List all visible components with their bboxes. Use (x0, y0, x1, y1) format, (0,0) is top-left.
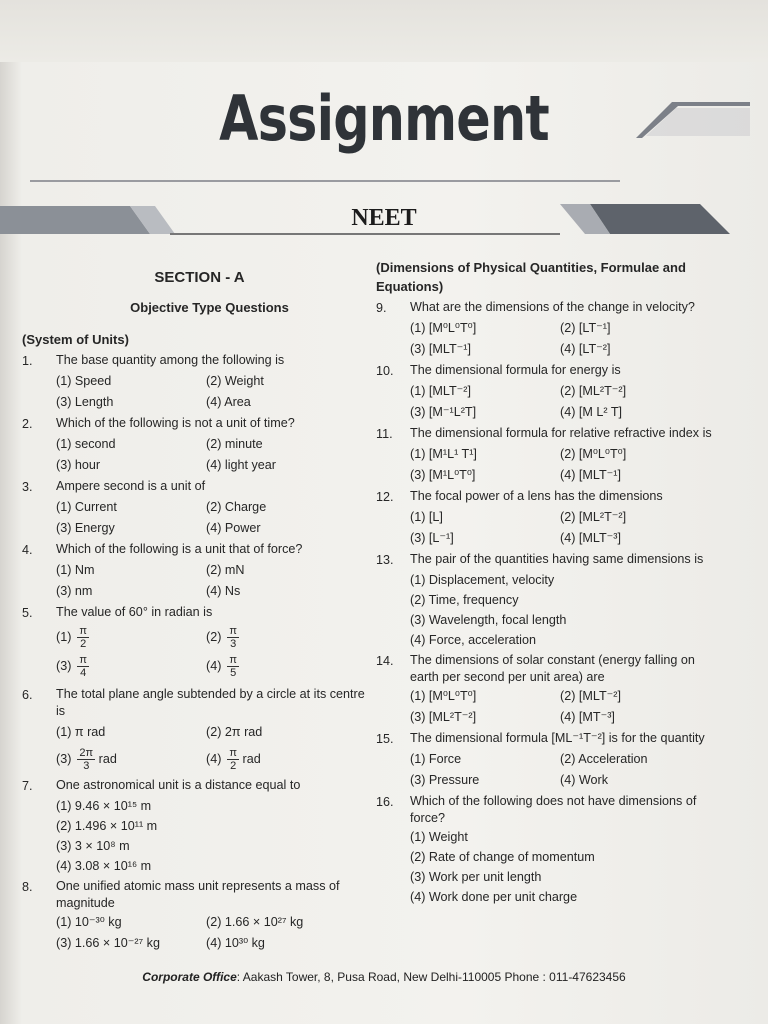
option: (4) Ns (206, 584, 241, 598)
option: (2) Weight (206, 374, 264, 388)
option: (2) minute (206, 437, 263, 451)
left-column (22, 268, 367, 955)
option: (4) 10³⁰ kg (206, 936, 265, 950)
option: (4) $\frac{\pi}{5}$ (206, 654, 237, 679)
option: (3) [L⁻¹] (410, 531, 454, 545)
question-number: 3. (22, 480, 33, 494)
option: (2) [M⁰L⁰T⁰] (560, 447, 627, 461)
option: (1) [M⁰L⁰T⁰] (410, 321, 477, 335)
question-2 (22, 414, 367, 476)
option: (2) $\frac{\pi}{3}$ (206, 625, 237, 650)
question-5 (22, 603, 367, 679)
option: (2) Rate of change of momentum (410, 850, 595, 864)
question-number: 16. (376, 795, 394, 809)
option: (1) 10⁻³⁰ kg (56, 915, 122, 929)
option: (4) [MLT⁻¹] (560, 468, 621, 482)
option: (2) Charge (206, 500, 267, 514)
question-9 (376, 298, 716, 360)
question-12 (376, 487, 716, 549)
option: (3) [MLT⁻¹] (410, 342, 471, 356)
question-text: The dimensional formula [ML⁻¹T⁻²] is for the quantity (410, 731, 705, 745)
option: (1) π rad (56, 725, 106, 739)
option: (3) 3 × 10⁸ m (56, 839, 130, 853)
question-14 (376, 651, 716, 728)
page-top-edge (0, 0, 768, 62)
page-title: Assignment (219, 82, 549, 155)
option: (1) [MLT⁻²] (410, 384, 471, 398)
option: (1) [M⁰L⁰T⁰] (410, 689, 477, 703)
question-3 (22, 477, 367, 539)
question-number: 4. (22, 543, 33, 557)
question-text: One unified atomic mass unit represents a mass of magnitude (56, 879, 340, 910)
option: (1) Speed (56, 374, 112, 388)
question-number: 12. (376, 490, 394, 504)
option: (3) 1.66 × 10⁻²⁷ kg (56, 936, 160, 950)
question-number: 14. (376, 654, 394, 668)
title-underline (30, 180, 620, 182)
question-text: Ampere second is a unit of (56, 479, 206, 493)
exam-title: NEET (351, 205, 417, 231)
option: (2) [LT⁻¹] (560, 321, 611, 335)
question-6 (22, 685, 367, 772)
question-number: 15. (376, 732, 394, 746)
option: (4) $\frac{\pi}{2}$ rad (206, 747, 261, 772)
question-number: 5. (22, 606, 33, 620)
question-text: The pair of the quantities having same dimensions is (410, 552, 704, 566)
question-text: The total plane angle subtended by a circle at its centre is (56, 687, 365, 718)
question-number: 7. (22, 779, 33, 793)
option: (1) Current (56, 500, 117, 514)
question-text: The focal power of a lens has the dimensions (410, 489, 663, 503)
option: (1) Displacement, velocity (410, 573, 555, 587)
question-text: The value of 60° in radian is (56, 605, 213, 619)
right-column (376, 258, 716, 908)
question-1 (22, 351, 367, 413)
option: (1) Weight (410, 830, 468, 844)
question-text: The dimensional formula for energy is (410, 363, 621, 377)
question-text: Which of the following is not a unit of time? (56, 416, 295, 430)
question-text: The dimensional formula for relative refractive index is (410, 426, 712, 440)
option: (4) Work done per unit charge (410, 890, 578, 904)
option: (4) [M L² T] (560, 405, 623, 419)
question-16 (376, 792, 716, 907)
option: (2) 1.496 × 10¹¹ m (56, 819, 158, 833)
question-10 (376, 361, 716, 423)
question-number: 11. (376, 427, 393, 441)
question-15 (376, 729, 716, 791)
question-number: 1. (22, 354, 33, 368)
option: (4) [MT⁻³] (560, 710, 615, 724)
option: (1) [L] (410, 510, 443, 524)
question-11 (376, 424, 716, 486)
option: (2) mN (206, 563, 245, 577)
question-text: One astronomical unit is a distance equal to (56, 778, 301, 792)
question-text: The dimensions of solar constant (energy falling on earth per second per unit area) are (410, 653, 695, 684)
option: (3) [ML²T⁻²] (410, 710, 477, 724)
question-text: What are the dimensions of the change in velocity? (410, 300, 695, 314)
option: (2) 1.66 × 10²⁷ kg (206, 915, 304, 929)
option: (4) Work (560, 773, 609, 787)
option: (4) Power (206, 521, 261, 535)
option: (4) [MLT⁻³] (560, 531, 621, 545)
decorative-slash-icon (632, 100, 750, 140)
option: (3) $\frac{2\pi}{3}$ rad (56, 747, 117, 772)
option: (3) nm (56, 584, 93, 598)
option: (3) Energy (56, 521, 115, 535)
option: (3) Pressure (410, 773, 480, 787)
question-text: The base quantity among the following is (56, 353, 285, 367)
option: (1) Nm (56, 563, 95, 577)
question-7 (22, 776, 367, 876)
group-heading: (System of Units) (22, 332, 129, 347)
option: (2) Acceleration (560, 752, 648, 766)
group-heading: (Dimensions of Physical Quantities, Formulae and Equations) (376, 260, 686, 294)
page-footer (0, 970, 768, 984)
option: (3) Wavelength, focal length (410, 613, 567, 627)
option: (2) 2π rad (206, 725, 263, 739)
option: (4) Area (206, 395, 251, 409)
option: (2) [ML²T⁻²] (560, 384, 627, 398)
option: (2) [MLT⁻²] (560, 689, 621, 703)
question-number: 13. (376, 553, 394, 567)
question-13 (376, 550, 716, 650)
option: (1) second (56, 437, 116, 451)
option: (1) $\frac{\pi}{2}$ (56, 625, 87, 650)
footer-label: Corporate Office (142, 970, 237, 984)
footer-text: : Aakash Tower, 8, Pusa Road, New Delhi-110005 Phone : 011-47623456 (236, 970, 626, 984)
question-number: 9. (376, 301, 387, 315)
question-text: Which of the following is a unit that of force? (56, 542, 303, 556)
option: (4) light year (206, 458, 276, 472)
option: (3) [M¹L⁰T⁰] (410, 468, 476, 482)
section-subtitle: Objective Type Questions (130, 300, 289, 315)
option: (4) [LT⁻²] (560, 342, 611, 356)
question-number: 10. (376, 364, 394, 378)
option: (3) [M⁻¹L²T] (410, 405, 477, 419)
option: (3) Work per unit length (410, 870, 542, 884)
question-number: 2. (22, 417, 33, 431)
option: (4) 3.08 × 10¹⁶ m (56, 859, 152, 873)
question-number: 8. (22, 880, 33, 894)
option: (4) Force, acceleration (410, 633, 536, 647)
question-4 (22, 540, 367, 602)
section-title: SECTION - A (154, 269, 245, 286)
question-text: Which of the following does not have dimensions of force? (410, 794, 697, 825)
option: (1) 9.46 × 10¹⁵ m (56, 799, 152, 813)
question-8 (22, 877, 367, 954)
option: (2) [ML²T⁻²] (560, 510, 627, 524)
option: (1) [M¹L¹ T¹] (410, 447, 477, 461)
option: (3) hour (56, 458, 101, 472)
option: (3) Length (56, 395, 114, 409)
option: (3) $\frac{\pi}{4}$ (56, 654, 87, 679)
option: (2) Time, frequency (410, 593, 519, 607)
option: (1) Force (410, 752, 462, 766)
question-number: 6. (22, 688, 33, 702)
